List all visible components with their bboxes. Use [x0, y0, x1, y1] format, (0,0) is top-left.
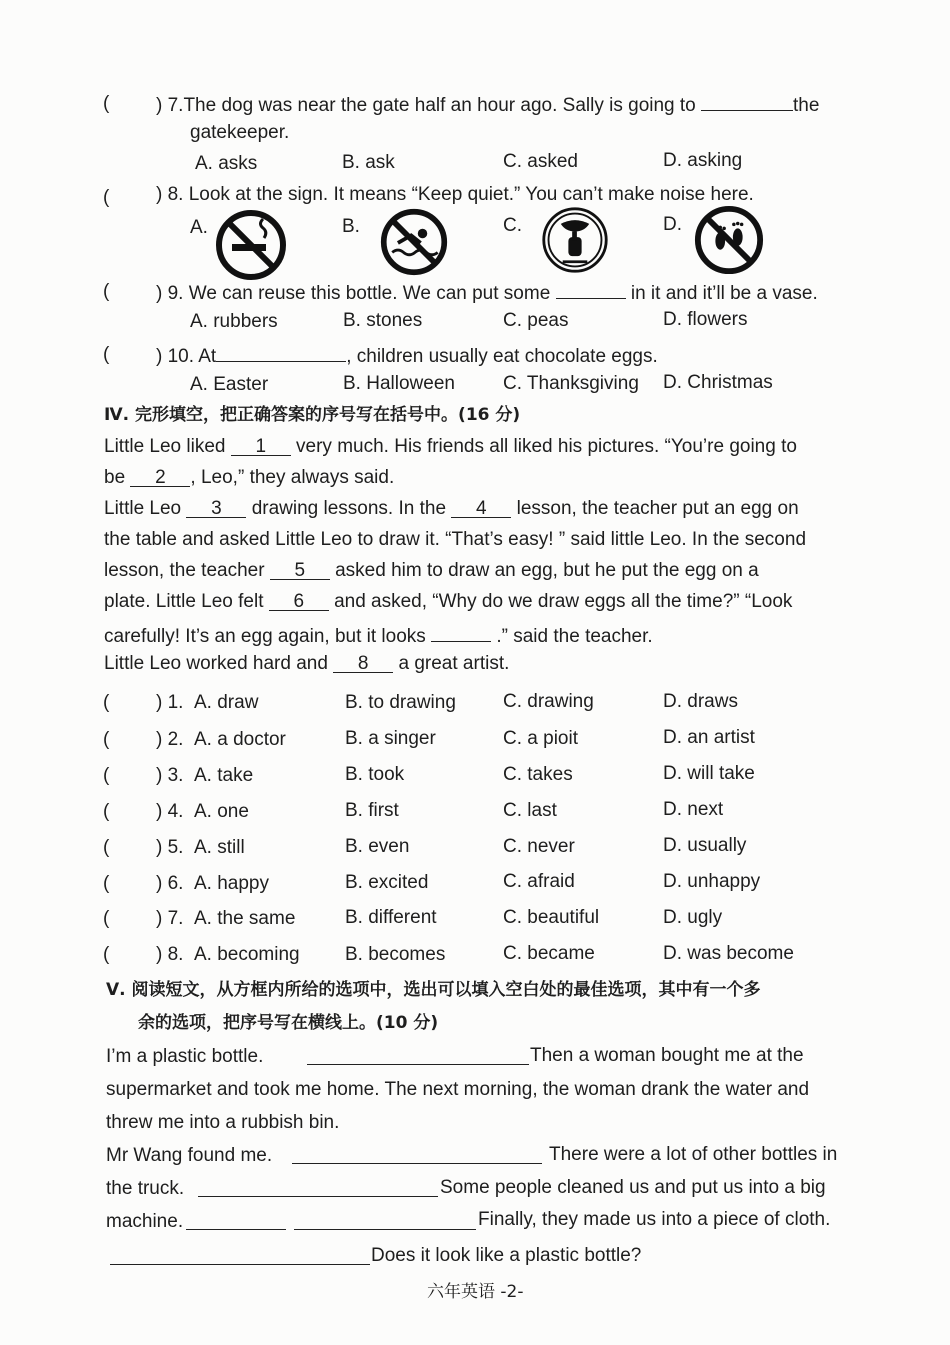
option-a[interactable]: A. draw [194, 692, 259, 713]
q10-blank[interactable] [216, 341, 346, 362]
reading-line-1-cont: Then a woman bought me at the [530, 1045, 804, 1066]
q8-label-d[interactable]: D. [663, 214, 682, 235]
answer-paren[interactable]: ( [103, 837, 110, 858]
part5-heading-cont: 余的选项，把序号写在横线上。(10 分) [138, 1013, 439, 1033]
option-c[interactable]: C. takes [503, 764, 573, 785]
answer-paren[interactable]: ( [103, 93, 110, 114]
reading-blank-1[interactable] [307, 1064, 529, 1065]
option-c[interactable]: C. drawing [503, 691, 594, 712]
cloze-line-8: Little Leo worked hard and 8 a great artist. [104, 653, 510, 674]
no-walking-sign-icon[interactable] [693, 204, 765, 276]
option-c[interactable]: C. last [503, 800, 557, 821]
part5-heading: Ⅴ. 阅读短文，从方框内所给的选项中，选出可以填入空白处的最佳选项，其中有一个多 [106, 980, 761, 1000]
cloze-line-5: lesson, the teacher 5 asked him to draw an egg, but he put the egg on a [104, 560, 759, 581]
q7-option-a[interactable]: A. asks [195, 153, 258, 174]
option-b[interactable]: B. first [345, 800, 399, 821]
q7-option-d[interactable]: D. asking [663, 150, 743, 171]
answer-paren[interactable]: ( [103, 873, 110, 894]
reading-blank-3[interactable] [198, 1196, 438, 1197]
cloze-line-4: the table and asked Little Leo to draw it. “That’s easy! ” said little Leo. In the second [104, 529, 807, 550]
cloze-blank-8[interactable]: 8 [333, 652, 393, 673]
q7-blank[interactable] [701, 90, 793, 111]
q10-option-a[interactable]: A. Easter [190, 374, 269, 395]
answer-paren[interactable]: ( [103, 692, 110, 713]
q9-stem: ) 9. We can reuse this bottle. We can put some in it and it’ll be a vase. [156, 278, 818, 306]
cloze-blank-6[interactable]: 6 [269, 590, 329, 611]
reading-line-2: supermarket and took me home. The next morning, the woman drank the water and [106, 1079, 810, 1100]
option-a[interactable]: A. take [194, 765, 254, 786]
question-number: ) 7. [156, 908, 184, 929]
option-b[interactable]: B. took [345, 764, 405, 785]
option-a[interactable]: A. a doctor [194, 729, 286, 750]
q8-label-a[interactable]: A. [190, 217, 208, 238]
answer-paren[interactable]: ( [103, 908, 110, 929]
reading-line-3: threw me into a rubbish bin. [106, 1112, 340, 1133]
cloze-blank-4[interactable]: 4 [451, 497, 511, 518]
option-b[interactable]: B. even [345, 836, 410, 857]
option-c[interactable]: C. never [503, 836, 575, 857]
q9-option-b[interactable]: B. stones [343, 310, 423, 331]
q10-option-b[interactable]: B. Halloween [343, 373, 455, 394]
q9-option-d[interactable]: D. flowers [663, 309, 748, 330]
answer-paren[interactable]: ( [103, 801, 110, 822]
no-smoking-sign-icon[interactable] [214, 208, 288, 282]
reading-blank-5[interactable] [110, 1264, 370, 1265]
q9-option-c[interactable]: C. peas [503, 310, 569, 331]
option-b[interactable]: B. excited [345, 872, 429, 893]
option-c[interactable]: C. afraid [503, 871, 575, 892]
reading-blank-4a[interactable] [186, 1229, 286, 1230]
q7-stem: ) 7.The dog was near the gate half an hour ago. Sally is going to the [156, 90, 819, 118]
option-c[interactable]: C. a pioit [503, 728, 578, 749]
option-a[interactable]: A. the same [194, 908, 296, 929]
cloze-blank-3[interactable]: 3 [186, 497, 246, 518]
q9-blank[interactable] [556, 278, 626, 299]
reading-line-6: machine. [106, 1211, 184, 1232]
answer-paren[interactable]: ( [103, 729, 110, 750]
cloze-line-2: be 2 , Leo,” they always said. [104, 467, 395, 488]
q7-option-b[interactable]: B. ask [342, 152, 395, 173]
cloze-blank-7[interactable] [431, 621, 491, 642]
q7-option-c[interactable]: C. asked [503, 151, 578, 172]
answer-paren[interactable]: ( [103, 765, 110, 786]
option-d[interactable]: D. usually [663, 835, 747, 856]
reading-blank-4b[interactable] [294, 1229, 476, 1230]
option-b[interactable]: B. to drawing [345, 692, 456, 713]
question-number: ) 8. [156, 944, 184, 965]
reading-line-6-cont: Finally, they made us into a piece of cloth. [478, 1209, 831, 1230]
option-c[interactable]: C. beautiful [503, 907, 600, 928]
option-a[interactable]: A. happy [194, 873, 269, 894]
q9-option-a[interactable]: A. rubbers [190, 311, 278, 332]
answer-paren[interactable]: ( [103, 344, 110, 365]
option-b[interactable]: B. a singer [345, 728, 436, 749]
option-d[interactable]: D. unhappy [663, 871, 761, 892]
q8-stem: ) 8. Look at the sign. It means “Keep quiet.” You can’t make noise here. [156, 184, 754, 205]
answer-paren[interactable]: ( [103, 281, 110, 302]
option-b[interactable]: B. becomes [345, 944, 446, 965]
question-number: ) 5. [156, 837, 184, 858]
keep-quiet-sign-icon[interactable] [540, 205, 610, 275]
question-number: ) 6. [156, 873, 184, 894]
answer-paren[interactable]: ( [103, 944, 110, 965]
question-number: ) 1. [156, 692, 184, 713]
option-b[interactable]: B. different [345, 907, 437, 928]
cloze-line-7: carefully! It’s an egg again, but it looks .” said the teacher. [104, 621, 653, 649]
option-a[interactable]: A. becoming [194, 944, 300, 965]
option-d[interactable]: D. draws [663, 691, 738, 712]
option-d[interactable]: D. ugly [663, 907, 723, 928]
reading-line-5-cont: Some people cleaned us and put us into a big [440, 1177, 826, 1198]
part4-heading: Ⅳ. 完形填空，把正确答案的序号写在括号中。(16 分) [104, 405, 521, 425]
cloze-line-1: Little Leo liked 1 very much. His friends all liked his pictures. “You’re going to [104, 436, 797, 457]
reading-line-7: Does it look like a plastic bottle? [371, 1245, 642, 1266]
option-d[interactable]: D. next [663, 799, 724, 820]
reading-line-4-cont: There were a lot of other bottles in [549, 1144, 838, 1165]
q10-option-d[interactable]: D. Christmas [663, 372, 773, 393]
cloze-line-3: Little Leo 3 drawing lessons. In the 4 lesson, the teacher put an egg on [104, 498, 799, 519]
question-number: ) 4. [156, 801, 184, 822]
option-d[interactable]: D. an artist [663, 727, 755, 748]
option-c[interactable]: C. became [503, 943, 595, 964]
page-footer: 六年英语 -2- [427, 1282, 524, 1302]
cloze-line-6: plate. Little Leo felt 6 and asked, “Why do we draw eggs all the time?” “Look [104, 591, 793, 612]
option-d[interactable]: D. was become [663, 943, 794, 964]
reading-blank-2[interactable] [292, 1163, 542, 1164]
no-swimming-sign-icon[interactable] [379, 207, 449, 277]
option-d[interactable]: D. will take [663, 763, 755, 784]
q8-label-c[interactable]: C. [503, 215, 522, 236]
cloze-blank-1[interactable]: 1 [231, 435, 291, 456]
cloze-blank-2[interactable]: 2 [130, 466, 190, 487]
reading-line-4: Mr Wang found me. [106, 1145, 273, 1166]
q8-label-b[interactable]: B. [342, 216, 360, 237]
reading-line-5: the truck. [106, 1178, 185, 1199]
reading-line-1: I’m a plastic bottle. [106, 1046, 264, 1067]
q7-stem-cont: gatekeeper. [190, 122, 290, 143]
q10-option-c[interactable]: C. Thanksgiving [503, 373, 639, 394]
option-a[interactable]: A. still [194, 837, 245, 858]
question-number: ) 3. [156, 765, 184, 786]
option-a[interactable]: A. one [194, 801, 249, 822]
question-number: ) 2. [156, 729, 184, 750]
cloze-blank-5[interactable]: 5 [270, 559, 330, 580]
q10-stem: ) 10. At , children usually eat chocolate eggs. [156, 341, 658, 369]
answer-paren[interactable]: ( [103, 187, 110, 208]
